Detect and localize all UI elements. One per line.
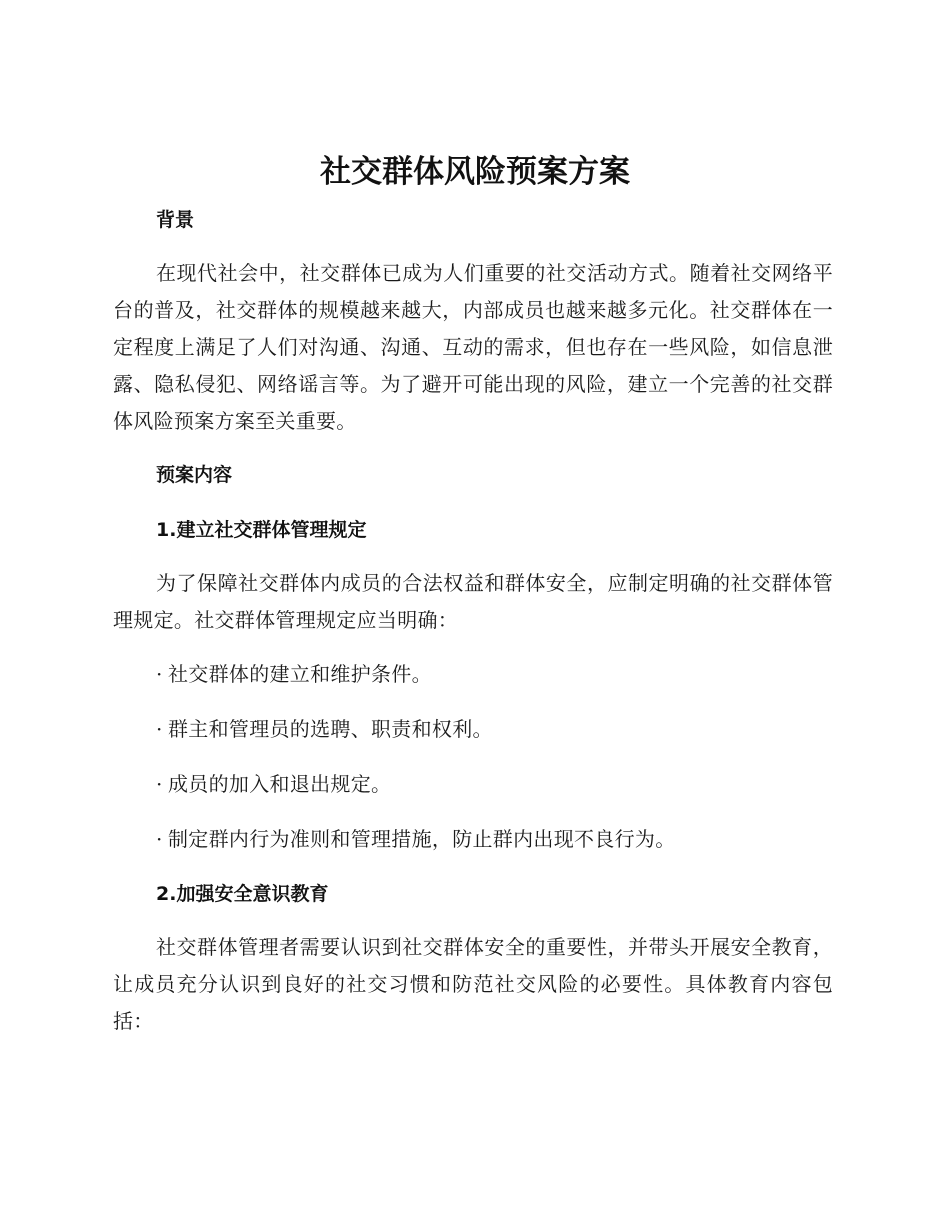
section-heading-plan: 预案内容 (156, 464, 233, 486)
item1-paragraph: 为了保障社交群体内成员的合法权益和群体安全，应制定明确的社交群体管理规定。社交群体管理规定应当明确： (113, 571, 833, 632)
item2-paragraph: 社交群体管理者需要认识到社交群体安全的重要性，并带头开展安全教育，让成员充分认识到良好的社交习惯和防范社交风险的必要性。具体教育内容包括： (113, 935, 833, 1033)
background-paragraph: 在现代社会中，社交群体已成为人们重要的社交活动方式。随着社交网络平台的普及，社交群体的规模越来越大，内部成员也越来越多元化。社交群体在一定程度上满足了人们对沟通、沟通、互动的需求，但也存在一些风险，如信息泄露、隐私侵犯、网络谣言等。为了避开可能出现的风险，建立一个完善的社交群体风险预案方案至关重要。 (113, 261, 833, 433)
bullet-item (113, 709, 833, 749)
bullet-text: 社交群体的建立和维护条件。 (168, 662, 432, 686)
document-title: 社交群体风险预案方案 (320, 154, 630, 190)
bullet-dot: · (156, 827, 163, 851)
bullet-text: 制定群内行为准则和管理措施，防止群内出现不良行为。 (168, 827, 676, 851)
bullet-dot: · (156, 772, 163, 796)
bullet-item (113, 819, 833, 859)
bullet-item (113, 764, 833, 804)
bullet-dot: · (156, 662, 163, 686)
bullet-text: 群主和管理员的选聘、职责和权利。 (168, 717, 493, 741)
item2-heading: 2.加强安全意识教育 (156, 883, 329, 905)
item1-heading: 1.建立社交群体管理规定 (156, 519, 367, 541)
document-body (113, 200, 833, 1055)
section-heading-background: 背景 (156, 209, 195, 231)
bullet-item (113, 654, 833, 694)
bullet-dot: · (156, 717, 163, 741)
bullet-text: 成员的加入和退出规定。 (168, 772, 392, 796)
